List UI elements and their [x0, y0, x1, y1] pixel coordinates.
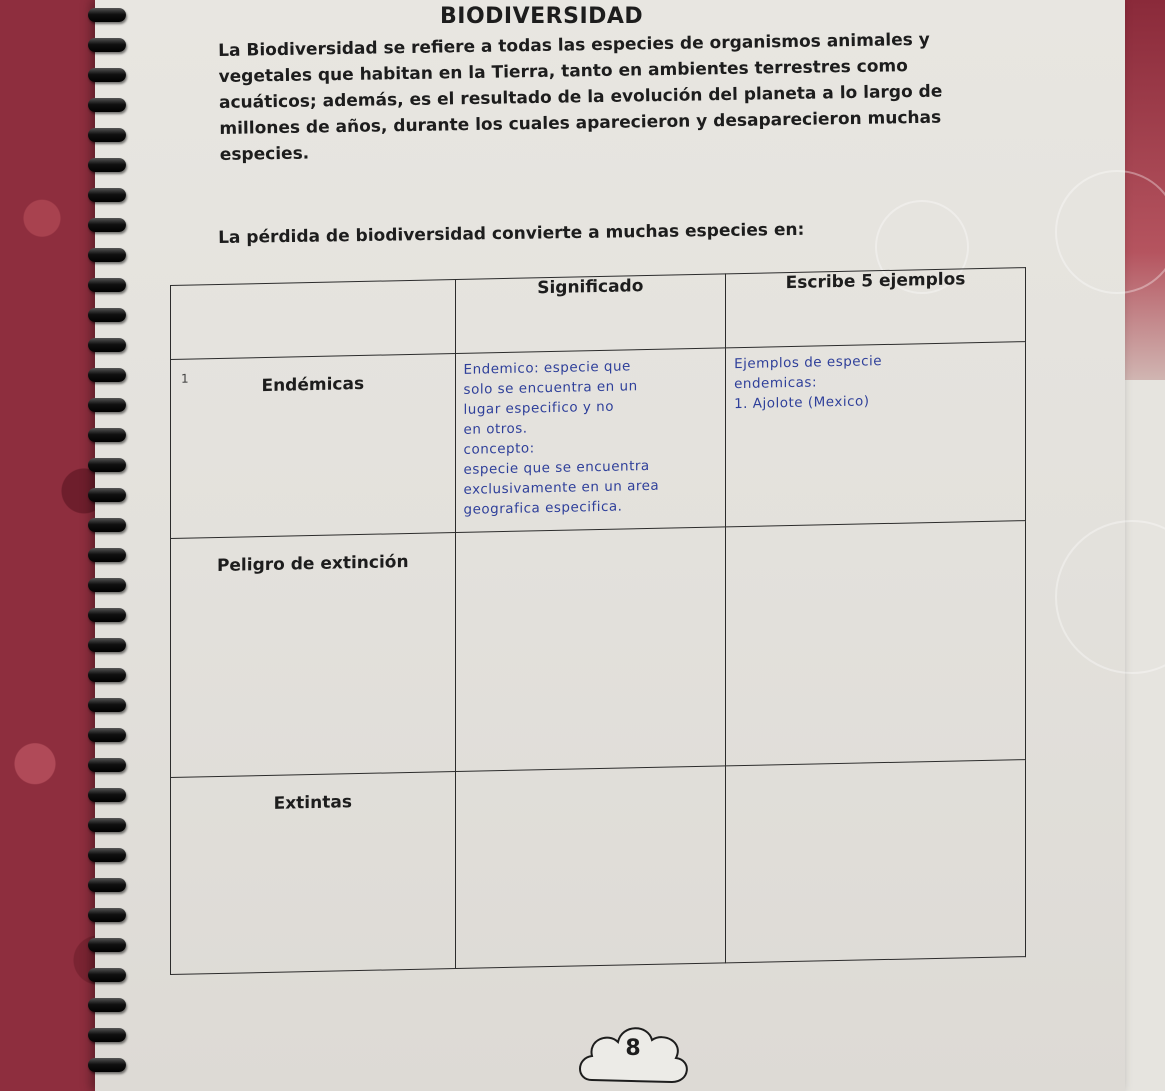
- worksheet-table-wrapper: [170, 267, 1050, 985]
- spiral-coil: [88, 728, 126, 742]
- spiral-coil: [88, 8, 126, 22]
- spiral-coil: [88, 248, 126, 262]
- handwritten-line: en otros.: [463, 420, 528, 438]
- page-number: 8: [625, 1036, 641, 1061]
- row-label: Extintas: [273, 792, 352, 814]
- handwritten-line: Endemico: especie que: [463, 358, 631, 378]
- spiral-coil: [88, 758, 126, 772]
- spiral-coil: [88, 968, 126, 982]
- spiral-binding: [88, 0, 128, 1091]
- examples-cell[interactable]: [726, 341, 1026, 527]
- intro-paragraph: La Biodiversidad se refiere a todas las especies de organismos animales y vegetales que habitan en la Tierra, tanto en ambientes terrestres como acuáticos; además, es el resultado de la evolución del planeta a lo largo de millones de años, durante los cuales aparecieron y desaparecieron muchas especies.: [218, 29, 943, 165]
- row-label: Peligro de extinción: [216, 552, 409, 577]
- row-number-mark: 1: [181, 371, 189, 386]
- handwritten-line: lugar especifico y no: [463, 398, 614, 418]
- spiral-coil: [88, 458, 126, 472]
- spiral-coil: [88, 608, 126, 622]
- handwritten-line: exclusivamente en un area: [463, 477, 660, 498]
- header-cell-examples: Escribe 5 ejemplos: [726, 268, 1026, 348]
- examples-cell[interactable]: [726, 759, 1026, 962]
- decorative-circle: [1055, 170, 1165, 294]
- row-label-cell: [171, 353, 456, 538]
- meaning-cell[interactable]: [455, 766, 726, 969]
- table-row-peligro: [171, 521, 1026, 778]
- spiral-coil: [88, 848, 126, 862]
- spiral-coil: [88, 998, 126, 1012]
- spiral-coil: [88, 68, 126, 82]
- handwritten-line: 1. Ajolote (Mexico): [734, 393, 870, 412]
- spiral-coil: [88, 38, 126, 52]
- row-label-cell: [171, 771, 456, 974]
- spiral-coil: [88, 428, 126, 442]
- spiral-coil: [88, 488, 126, 502]
- spiral-coil: [88, 218, 126, 232]
- spiral-coil: [88, 278, 126, 292]
- table-row-endemicas: [171, 341, 1026, 538]
- table-intro: La pérdida de biodiversidad convierte a muchas especies en:: [218, 219, 805, 248]
- spiral-coil: [88, 788, 126, 802]
- spiral-coil: [88, 578, 126, 592]
- spiral-coil: [88, 368, 126, 382]
- spiral-coil: [88, 1058, 126, 1072]
- handwritten-line: especie que se encuentra: [463, 457, 650, 478]
- worksheet-table: [170, 267, 1026, 975]
- spiral-coil: [88, 878, 126, 892]
- header-cell-empty: [171, 280, 456, 360]
- handwritten-line: Ejemplos de especie: [734, 352, 883, 372]
- decorative-circle: [1055, 520, 1165, 674]
- header-cell-meaning: Significado: [455, 274, 726, 353]
- meaning-cell[interactable]: [455, 527, 726, 771]
- spiral-coil: [88, 158, 126, 172]
- handwritten-line: geografica especifica.: [463, 498, 623, 518]
- spiral-coil: [88, 698, 126, 712]
- spiral-coil: [88, 338, 126, 352]
- spiral-coil: [88, 308, 126, 322]
- spiral-coil: [88, 98, 126, 112]
- spiral-coil: [88, 818, 126, 832]
- table-row-extintas: [171, 759, 1026, 974]
- row-label-cell: [171, 533, 456, 778]
- handwritten-line: concepto:: [463, 440, 535, 458]
- spiral-coil: [88, 938, 126, 952]
- spiral-coil: [88, 398, 126, 412]
- spiral-coil: [88, 188, 126, 202]
- spiral-coil: [88, 638, 126, 652]
- handwritten-line: solo se encuentra en un: [463, 377, 638, 398]
- handwritten-line: endemicas:: [734, 374, 817, 392]
- meaning-cell[interactable]: [455, 348, 726, 533]
- next-page-edge: [1125, 380, 1165, 1091]
- spiral-coil: [88, 128, 126, 142]
- examples-cell[interactable]: [726, 521, 1026, 766]
- spiral-coil: [88, 548, 126, 562]
- row-label: Endémicas: [261, 373, 365, 396]
- spiral-coil: [88, 908, 126, 922]
- spiral-coil: [88, 1028, 126, 1042]
- page-title: BIODIVERSIDAD: [440, 4, 644, 29]
- spiral-coil: [88, 668, 126, 682]
- spiral-coil: [88, 518, 126, 532]
